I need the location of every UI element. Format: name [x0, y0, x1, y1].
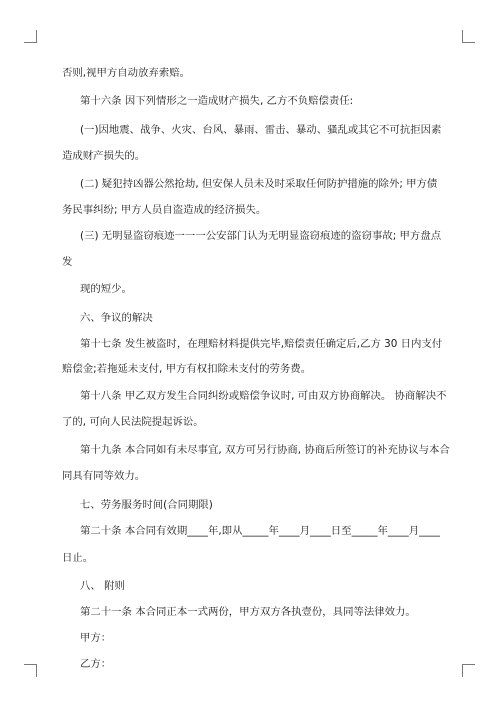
text-line: 否则,视甲方自动放弃索赔。 — [62, 67, 190, 79]
article-16: 第十六条 因下列情形之一造成财产损失, 乙方不负赔偿责任: — [80, 95, 354, 107]
crop-mark-bottom-left — [24, 664, 37, 677]
party-b-label: 乙方： — [80, 658, 112, 670]
article-20: 第二十条 本合同有效期____年,即从_____年____月____日至_____年____月____ — [80, 525, 440, 537]
article-18: 第十八条 甲乙双方发生合同纠纷或赔偿争议时, 可由双方协商解决。 协商解决不 — [80, 390, 447, 402]
section-heading: 六、争议的解决 — [80, 312, 153, 324]
text-line: 现的短少。 — [80, 283, 132, 295]
section-heading: 八、 附则 — [80, 580, 125, 592]
crop-mark-top-right — [462, 30, 475, 43]
text-line: 同具有同等效力。 — [62, 470, 146, 482]
section-heading: 七、劳务服务时间(合同期限) — [80, 499, 213, 511]
text-line: (三) 无明显盗窃痕迹一一一公安部门认为无明显盗窃痕迹的盗窃事故; 甲方盘点 — [80, 230, 442, 242]
text-line: 赔偿金;若拖延未支付, 甲方有权扣除未支付的劳务费。 — [62, 363, 312, 375]
text-line: 了的, 可向人民法院提起诉讼。 — [62, 416, 204, 428]
text-line: 造成财产损失的。 — [62, 150, 146, 162]
article-19: 第十九条 本合同如有未尽事宜, 双方可另行协商, 协商后所签订的补充协议与本合 — [80, 444, 450, 456]
crop-mark-bottom-right — [462, 664, 475, 677]
text-line: 发 — [62, 256, 73, 268]
text-line: 日止。 — [62, 552, 94, 564]
article-21: 第二十一条 本合同正本一式两份，甲方双方各执壹份，具同等法律效力。 — [80, 606, 416, 618]
crop-mark-top-left — [24, 30, 37, 43]
text-line: (一)因地震、战争、火灾、台风、暴雨、雷击、暴动、骚乱或其它不可抗拒因素 — [80, 124, 442, 136]
article-17: 第十七条 发生被盗时，在理赔材料提供完毕,赔偿责任确定后,乙方 30 日内支付 — [80, 338, 443, 350]
text-line: (二) 疑犯持凶器公然抢劫, 但安保人员未及时采取任何防护措施的除外; 甲方债 — [80, 178, 438, 190]
text-line: 务民事纠纷; 甲方人员自盗造成的经济损失。 — [62, 204, 267, 216]
party-a-label: 甲方： — [80, 632, 112, 644]
